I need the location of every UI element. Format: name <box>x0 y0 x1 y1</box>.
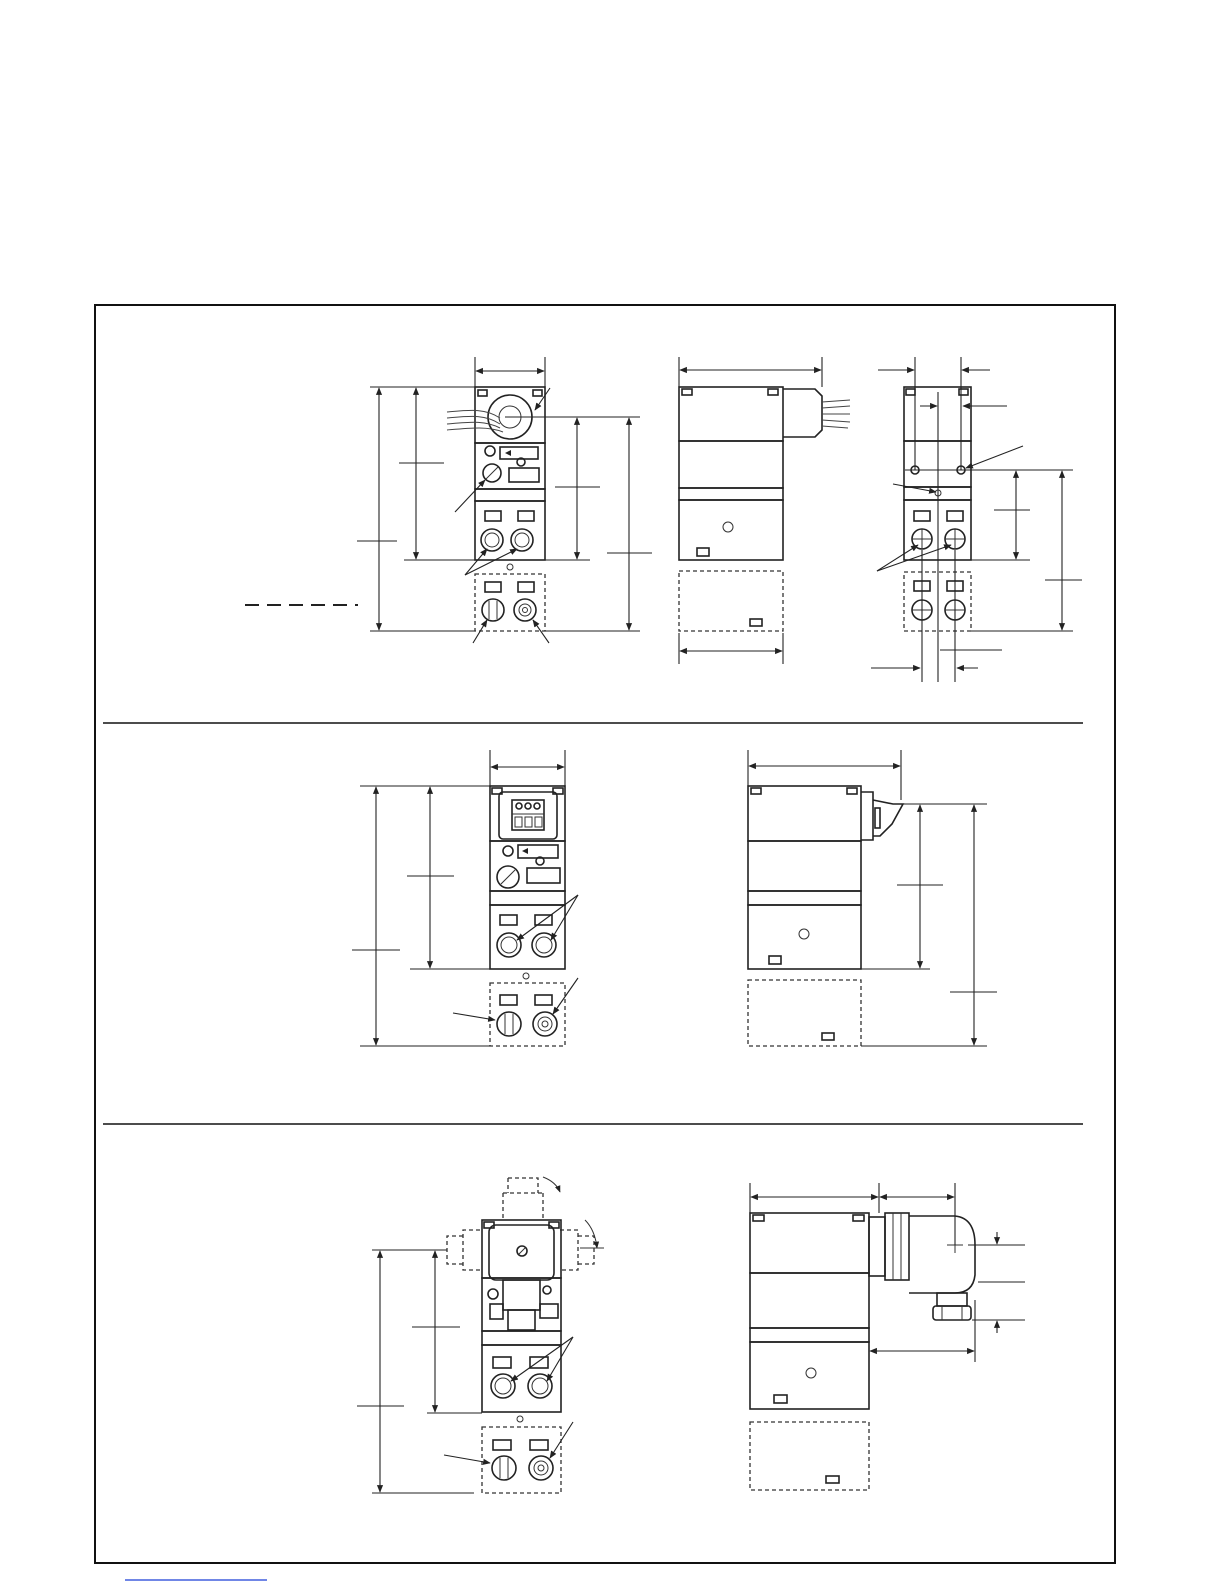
panel-2-front-view <box>352 750 578 1046</box>
port-circle-icon <box>514 599 536 621</box>
plug-icon <box>497 1012 521 1036</box>
din-connector <box>489 1225 554 1280</box>
plug-icon <box>492 1456 516 1480</box>
screw-icon <box>503 846 513 856</box>
din-plug-body <box>869 1217 885 1276</box>
port-circle-icon <box>529 1456 553 1480</box>
port-circle-icon <box>511 529 533 551</box>
connector-neck <box>503 1280 540 1310</box>
panel-1-rear-view <box>871 357 1082 682</box>
spacer-band <box>475 489 545 501</box>
panel-1-side-view <box>679 357 850 664</box>
port-circle-icon <box>481 529 503 551</box>
panel-3-front-view <box>357 1177 604 1493</box>
screw-icon <box>485 446 495 456</box>
terminal-box <box>499 792 557 839</box>
port-circle-icon <box>533 1012 557 1036</box>
panel-1-front-view <box>245 357 652 643</box>
panel-2-side-view <box>748 750 997 1046</box>
drawing-frame <box>95 305 1115 1563</box>
cable-gland <box>937 1293 967 1306</box>
plug-icon <box>482 599 504 621</box>
panel-3-side-view <box>750 1183 1025 1490</box>
